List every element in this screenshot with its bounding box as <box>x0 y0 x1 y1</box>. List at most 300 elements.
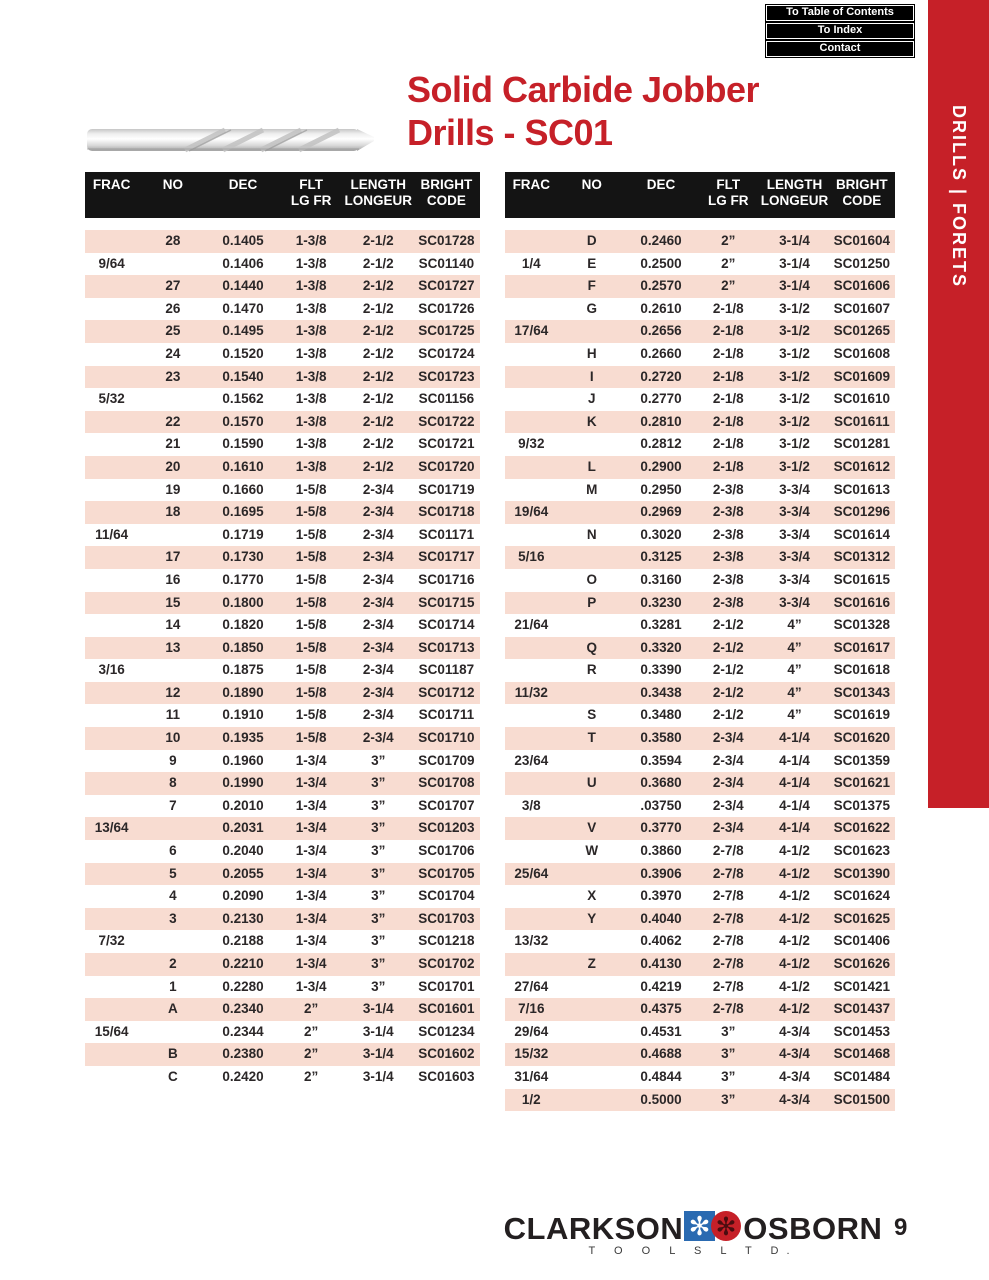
cell-length: 4-3/4 <box>779 1091 810 1107</box>
cell-no <box>558 320 626 343</box>
cell-no: 17 <box>165 549 181 565</box>
cell-dec: 0.2188 <box>222 933 264 949</box>
page-title-line1: Solid Carbide Jobber <box>407 69 760 110</box>
cell-dec: 0.3320 <box>640 639 682 655</box>
cell-no: 11 <box>165 707 181 723</box>
cell-bright-code: SC01406 <box>833 933 890 949</box>
cell-dec: 0.2812 <box>640 436 682 452</box>
cell-bright-code: SC01203 <box>418 820 475 836</box>
cell-bright-code: SC01312 <box>833 549 890 565</box>
brand-logo-icon <box>684 1210 742 1247</box>
table-row <box>505 953 895 976</box>
cell-dec: 0.2130 <box>222 910 264 926</box>
cell-dec: 0.2770 <box>640 391 682 407</box>
cell-bright-code: SC01705 <box>418 865 475 881</box>
cell-bright-code: SC01720 <box>418 458 475 474</box>
section-side-tab-label: DRILLS | FORETS <box>949 105 969 289</box>
cell-bright-code: SC01619 <box>833 707 890 723</box>
cell-no: 13 <box>165 639 181 655</box>
cell-bright-code: SC01709 <box>418 752 475 768</box>
cell-flt: 2-1/2 <box>712 662 744 678</box>
cell-length: 2-1/2 <box>362 391 394 407</box>
table-row <box>505 1043 895 1066</box>
cell-bright-code: SC01500 <box>833 1091 890 1107</box>
cell-dec: 0.1406 <box>222 255 264 271</box>
cell-flt: 1-5/8 <box>295 617 327 633</box>
table-row <box>85 795 480 818</box>
cell-length: 4-1/4 <box>779 797 810 813</box>
cell-no <box>558 433 626 456</box>
cell-length: 2-3/4 <box>362 504 394 520</box>
cell-length: 3” <box>371 978 386 994</box>
cell-flt: 2” <box>721 233 736 248</box>
cell-frac <box>505 637 558 660</box>
table-row <box>505 456 895 479</box>
cell-flt: 2” <box>721 255 736 271</box>
cell-flt: 1-5/8 <box>295 571 327 587</box>
cell-bright-code: SC01714 <box>418 617 475 633</box>
nav-button-contact[interactable]: Contact <box>766 41 914 57</box>
cell-frac: 9/32 <box>518 436 545 452</box>
cell-no <box>558 930 626 953</box>
cell-frac: 1/2 <box>521 1091 541 1107</box>
cell-no: D <box>586 233 597 248</box>
cell-dec: 0.3860 <box>640 843 682 859</box>
cell-flt: 2” <box>303 1046 319 1062</box>
cell-dec: 0.2950 <box>640 481 682 497</box>
cell-length: 2-1/2 <box>362 278 394 294</box>
cell-length: 3-1/4 <box>779 255 810 271</box>
cell-dec: 0.2610 <box>640 300 682 316</box>
cell-flt: 1-3/8 <box>295 323 327 339</box>
cell-bright-code: SC01484 <box>833 1068 890 1084</box>
table-row <box>85 433 480 456</box>
cell-bright-code: SC01725 <box>418 323 475 339</box>
cell-no: 16 <box>165 571 181 587</box>
cell-no <box>138 253 207 276</box>
cell-length: 3” <box>371 820 386 836</box>
brand-osborn: OSBORN <box>743 1210 883 1246</box>
cell-length: 2-3/4 <box>362 571 394 587</box>
cell-no: 9 <box>169 752 177 768</box>
cell-dec: 0.2720 <box>640 368 682 384</box>
cell-flt: 2-7/8 <box>712 933 744 949</box>
cell-length: 2-3/4 <box>362 662 394 678</box>
cell-no: 14 <box>165 617 181 633</box>
cell-flt: 1-5/8 <box>295 526 327 542</box>
table-body <box>505 230 895 1111</box>
svg-text:✻: ✻ <box>688 1212 711 1242</box>
cell-dec: 0.2010 <box>222 797 264 813</box>
cell-frac: 15/64 <box>94 1023 129 1039</box>
nav-button-table-of-contents[interactable]: To Table of Contents <box>766 5 914 21</box>
cell-bright-code: SC01234 <box>418 1023 475 1039</box>
cell-frac <box>85 366 138 389</box>
cell-dec: 0.4130 <box>640 956 682 971</box>
cell-frac: 23/64 <box>514 752 549 768</box>
cell-frac <box>505 298 558 321</box>
cell-bright-code: SC01703 <box>418 910 475 926</box>
cell-dec: 0.1520 <box>222 345 264 361</box>
cell-flt: 1-5/8 <box>295 594 327 610</box>
cell-bright-code: SC01621 <box>833 775 890 791</box>
cell-flt: 2-1/2 <box>712 639 744 655</box>
cell-dec: 0.2570 <box>640 278 682 294</box>
cell-length: 3-1/2 <box>779 436 810 452</box>
cell-flt: 3” <box>721 1046 736 1062</box>
table-row <box>505 433 895 456</box>
table-row <box>505 637 895 660</box>
cell-length: 4-3/4 <box>779 1046 810 1062</box>
cell-bright-code: SC01604 <box>833 233 890 248</box>
cell-flt: 3” <box>721 1091 736 1107</box>
cell-frac <box>505 411 558 434</box>
table-row <box>85 320 480 343</box>
cell-no: F <box>587 278 596 294</box>
cell-flt: 1-3/8 <box>295 300 327 316</box>
cell-length: 3” <box>371 752 386 768</box>
table-row <box>85 953 480 976</box>
cell-no <box>558 863 626 886</box>
cell-dec: 0.2040 <box>222 843 264 859</box>
cell-frac <box>85 320 138 343</box>
cell-dec: 0.2210 <box>222 956 264 971</box>
cell-bright-code: SC01721 <box>418 436 475 452</box>
cell-bright-code: SC01723 <box>418 368 475 384</box>
parts-table-right <box>505 172 895 1111</box>
cell-dec: 0.4531 <box>640 1023 682 1039</box>
cell-frac: 19/64 <box>514 504 549 520</box>
col-bright-code: BRIGHT CODE <box>835 177 888 208</box>
table-row <box>505 546 895 569</box>
table-row <box>505 1089 895 1112</box>
cell-no <box>138 817 207 840</box>
col-no: NO <box>581 177 602 192</box>
cell-bright-code: SC01613 <box>833 481 890 497</box>
cell-length: 4-1/2 <box>779 978 810 994</box>
cell-flt: 1-3/4 <box>295 933 327 949</box>
cell-dec: 0.3594 <box>640 752 682 768</box>
cell-bright-code: SC01218 <box>418 933 475 949</box>
table-row <box>85 343 480 366</box>
cell-length: 2-3/4 <box>362 481 394 497</box>
table-row <box>505 569 895 592</box>
table-row <box>85 659 480 682</box>
cell-dec: 0.3281 <box>640 617 682 633</box>
cell-bright-code: SC01624 <box>833 888 890 904</box>
cell-bright-code: SC01711 <box>418 707 475 723</box>
cell-frac <box>85 479 138 502</box>
cell-flt: 1-3/8 <box>295 345 327 361</box>
cell-flt: 2-1/8 <box>712 436 744 452</box>
cell-flt: 1-3/4 <box>295 820 327 836</box>
cell-length: 3-1/2 <box>779 300 810 316</box>
cell-dec: 0.1890 <box>222 684 264 700</box>
cell-no: A <box>168 1001 178 1017</box>
table-header <box>85 172 480 218</box>
cell-frac <box>85 885 138 908</box>
cell-no: 27 <box>165 278 181 294</box>
cell-dec: 0.2090 <box>222 888 264 904</box>
cell-frac <box>505 908 558 931</box>
cell-length: 3-3/4 <box>779 571 810 587</box>
table-row <box>505 908 895 931</box>
cell-dec: 0.1730 <box>222 549 264 565</box>
cell-frac: 13/64 <box>94 820 129 836</box>
cell-dec: 0.4688 <box>640 1046 682 1062</box>
cell-dec: 0.3680 <box>640 775 682 791</box>
cell-length: 3” <box>371 933 386 949</box>
cell-dec: 0.1875 <box>222 662 264 678</box>
page-number: 9 <box>894 1214 908 1241</box>
cell-dec: 0.3125 <box>640 549 682 565</box>
cell-no <box>138 1021 207 1044</box>
cell-bright-code: SC01602 <box>418 1046 475 1062</box>
cell-length: 2-3/4 <box>362 730 394 746</box>
cell-frac: 31/64 <box>514 1068 549 1084</box>
table-row <box>85 637 480 660</box>
cell-bright-code: SC01716 <box>418 571 475 587</box>
cell-bright-code: SC01727 <box>418 278 475 294</box>
cell-frac <box>505 817 558 840</box>
cell-no <box>138 388 207 411</box>
cell-frac <box>85 863 138 886</box>
col-frac: FRAC <box>92 177 131 192</box>
cell-frac <box>85 569 138 592</box>
cell-dec: 0.2340 <box>222 1001 264 1017</box>
cell-bright-code: SC01620 <box>833 730 890 746</box>
cell-frac: 11/32 <box>514 684 548 700</box>
cell-dec: 0.2969 <box>640 504 682 520</box>
cell-bright-code: SC01603 <box>418 1068 475 1084</box>
cell-length: 3-1/4 <box>362 1068 394 1084</box>
table-row <box>85 592 480 615</box>
cell-no: 6 <box>169 843 177 859</box>
cell-bright-code: SC01704 <box>418 888 475 904</box>
cell-flt: 1-3/4 <box>295 910 327 926</box>
cell-no <box>558 1043 626 1066</box>
page-title <box>407 68 759 154</box>
cell-bright-code: SC01359 <box>833 752 890 768</box>
cell-length: 4-1/2 <box>779 843 810 859</box>
cell-no: 24 <box>165 345 181 361</box>
cell-no: 7 <box>169 797 177 813</box>
table-row <box>505 592 895 615</box>
cell-frac: 17/64 <box>514 323 549 339</box>
cell-length: 2-1/2 <box>362 368 394 384</box>
table-row <box>505 772 895 795</box>
cell-dec: 0.3580 <box>640 730 682 746</box>
cell-flt: 2-1/8 <box>712 413 744 429</box>
cell-no: 25 <box>165 323 181 339</box>
cell-frac: 15/32 <box>514 1046 549 1062</box>
cell-length: 3-1/4 <box>362 1001 394 1017</box>
cell-bright-code: SC01626 <box>833 956 890 971</box>
cell-flt: 2-3/4 <box>712 730 744 746</box>
cell-flt: 2-1/8 <box>712 368 744 384</box>
cell-dec: 0.1470 <box>222 300 264 316</box>
cell-flt: 2-3/4 <box>712 820 744 836</box>
cell-bright-code: SC01453 <box>833 1023 890 1039</box>
cell-bright-code: SC01390 <box>833 865 890 881</box>
cell-flt: 1-5/8 <box>295 730 327 746</box>
cell-bright-code: SC01468 <box>833 1046 890 1062</box>
cell-bright-code: SC01250 <box>833 255 890 271</box>
cell-no <box>558 1021 626 1044</box>
cell-frac <box>85 1043 138 1066</box>
cell-length: 3” <box>371 865 386 881</box>
cell-bright-code: SC01328 <box>833 617 890 633</box>
page-title-line2: Drills - SC01 <box>407 112 613 153</box>
cell-bright-code: SC01618 <box>833 662 890 678</box>
cell-length: 3-1/2 <box>779 323 810 339</box>
cell-bright-code: SC01622 <box>833 820 890 836</box>
cell-no: Z <box>587 956 596 971</box>
table-row <box>505 795 895 818</box>
cell-frac <box>505 592 558 615</box>
table-row <box>85 614 480 637</box>
cell-bright-code: SC01611 <box>834 413 890 429</box>
parts-table-left <box>85 172 480 1089</box>
table-row <box>505 750 895 773</box>
cell-dec: .03750 <box>640 797 682 813</box>
svg-text:✻: ✻ <box>715 1212 737 1241</box>
cell-no: U <box>586 775 597 791</box>
cell-length: 2-3/4 <box>362 549 394 565</box>
cell-bright-code: SC01724 <box>418 345 475 361</box>
cell-length: 3” <box>371 775 386 791</box>
cell-no: 8 <box>169 775 177 791</box>
cell-no: Q <box>586 639 598 655</box>
cell-flt: 2-1/8 <box>712 345 744 361</box>
cell-dec: 0.1590 <box>222 436 264 452</box>
cell-dec: 0.1660 <box>222 481 264 497</box>
cell-flt: 2-3/8 <box>712 481 744 497</box>
cell-length: 2-3/4 <box>362 617 394 633</box>
cell-bright-code: SC01265 <box>833 323 890 339</box>
cell-dec: 0.4375 <box>640 1001 682 1017</box>
cell-bright-code: SC01375 <box>833 797 890 813</box>
cell-flt: 1-3/8 <box>295 436 327 452</box>
table-row <box>85 727 480 750</box>
cell-bright-code: SC01625 <box>833 910 890 926</box>
cell-no: G <box>586 300 598 316</box>
cell-length: 2-1/2 <box>362 345 394 361</box>
cell-frac <box>85 230 138 253</box>
cell-frac <box>85 456 138 479</box>
cell-bright-code: SC01718 <box>418 504 475 520</box>
cell-frac <box>505 704 558 727</box>
cell-bright-code: SC01726 <box>418 300 475 316</box>
cell-frac <box>85 343 138 366</box>
cell-dec: 0.1990 <box>222 775 264 791</box>
cell-length: 4-1/4 <box>779 752 810 768</box>
cell-dec: 0.1562 <box>222 391 264 407</box>
cell-no: 1 <box>169 978 177 994</box>
cell-no: E <box>587 255 597 271</box>
table-row <box>85 840 480 863</box>
cell-flt: 2” <box>721 278 736 294</box>
cell-dec: 0.2900 <box>640 458 682 474</box>
table-row <box>505 930 895 953</box>
cell-no: T <box>587 730 596 746</box>
cell-frac <box>85 682 138 705</box>
table-row <box>505 366 895 389</box>
cell-bright-code: SC01171 <box>418 526 475 542</box>
cell-flt: 2-7/8 <box>712 910 744 926</box>
cell-length: 3-1/4 <box>779 278 810 294</box>
cell-frac <box>85 298 138 321</box>
cell-no: I <box>589 368 594 384</box>
table-row <box>505 411 895 434</box>
table-row <box>85 998 480 1021</box>
cell-dec: 0.3906 <box>640 865 682 881</box>
cell-bright-code: SC01707 <box>418 797 475 813</box>
cell-frac <box>505 275 558 298</box>
cell-length: 3-3/4 <box>779 481 810 497</box>
table-row <box>505 727 895 750</box>
cell-length: 2-1/2 <box>362 413 394 429</box>
table-row <box>85 1043 480 1066</box>
table-row <box>505 614 895 637</box>
cell-frac <box>505 366 558 389</box>
cell-bright-code: SC01728 <box>418 233 475 248</box>
cell-length: 4” <box>787 617 802 633</box>
cell-no: 23 <box>165 368 181 384</box>
cell-dec: 0.1820 <box>222 617 264 633</box>
col-dec: DEC <box>646 177 676 192</box>
table-row <box>85 1021 480 1044</box>
cell-flt: 1-3/8 <box>295 233 327 248</box>
table-row <box>85 976 480 999</box>
cell-no <box>558 750 626 773</box>
cell-length: 3-1/4 <box>779 233 810 248</box>
table-row <box>85 253 480 276</box>
cell-dec: 0.4844 <box>640 1068 682 1084</box>
cell-no: S <box>587 707 597 723</box>
cell-flt: 2-7/8 <box>712 843 744 859</box>
nav-button-index[interactable]: To Index <box>766 23 914 39</box>
cell-flt: 1-3/8 <box>295 458 327 474</box>
cell-flt: 2-7/8 <box>712 978 744 994</box>
table-row <box>505 998 895 1021</box>
cell-dec: 0.2280 <box>222 978 264 994</box>
cell-no: V <box>587 820 597 836</box>
cell-flt: 3” <box>721 1023 736 1039</box>
cell-no <box>558 501 626 524</box>
cell-dec: 0.2810 <box>640 413 682 429</box>
cell-dec: 0.1850 <box>222 639 264 655</box>
cell-flt: 2-1/8 <box>712 458 744 474</box>
cell-bright-code: SC01437 <box>833 1001 890 1017</box>
cell-frac: 21/64 <box>514 617 549 633</box>
cell-bright-code: SC01156 <box>418 391 475 407</box>
cell-length: 4-1/4 <box>779 820 810 836</box>
cell-dec: 0.4219 <box>640 978 682 994</box>
table-row <box>505 863 895 886</box>
cell-flt: 2-1/8 <box>712 391 744 407</box>
cell-length: 3-1/2 <box>779 368 810 384</box>
cell-bright-code: SC01616 <box>833 594 890 610</box>
cell-length: 3” <box>371 956 386 971</box>
cell-bright-code: SC01343 <box>833 684 890 700</box>
cell-bright-code: SC01608 <box>833 345 890 361</box>
cell-flt: 1-5/8 <box>295 481 327 497</box>
cell-bright-code: SC01719 <box>418 481 475 497</box>
cell-dec: 0.4040 <box>640 910 682 926</box>
cell-length: 2-1/2 <box>362 323 394 339</box>
cell-frac <box>505 456 558 479</box>
